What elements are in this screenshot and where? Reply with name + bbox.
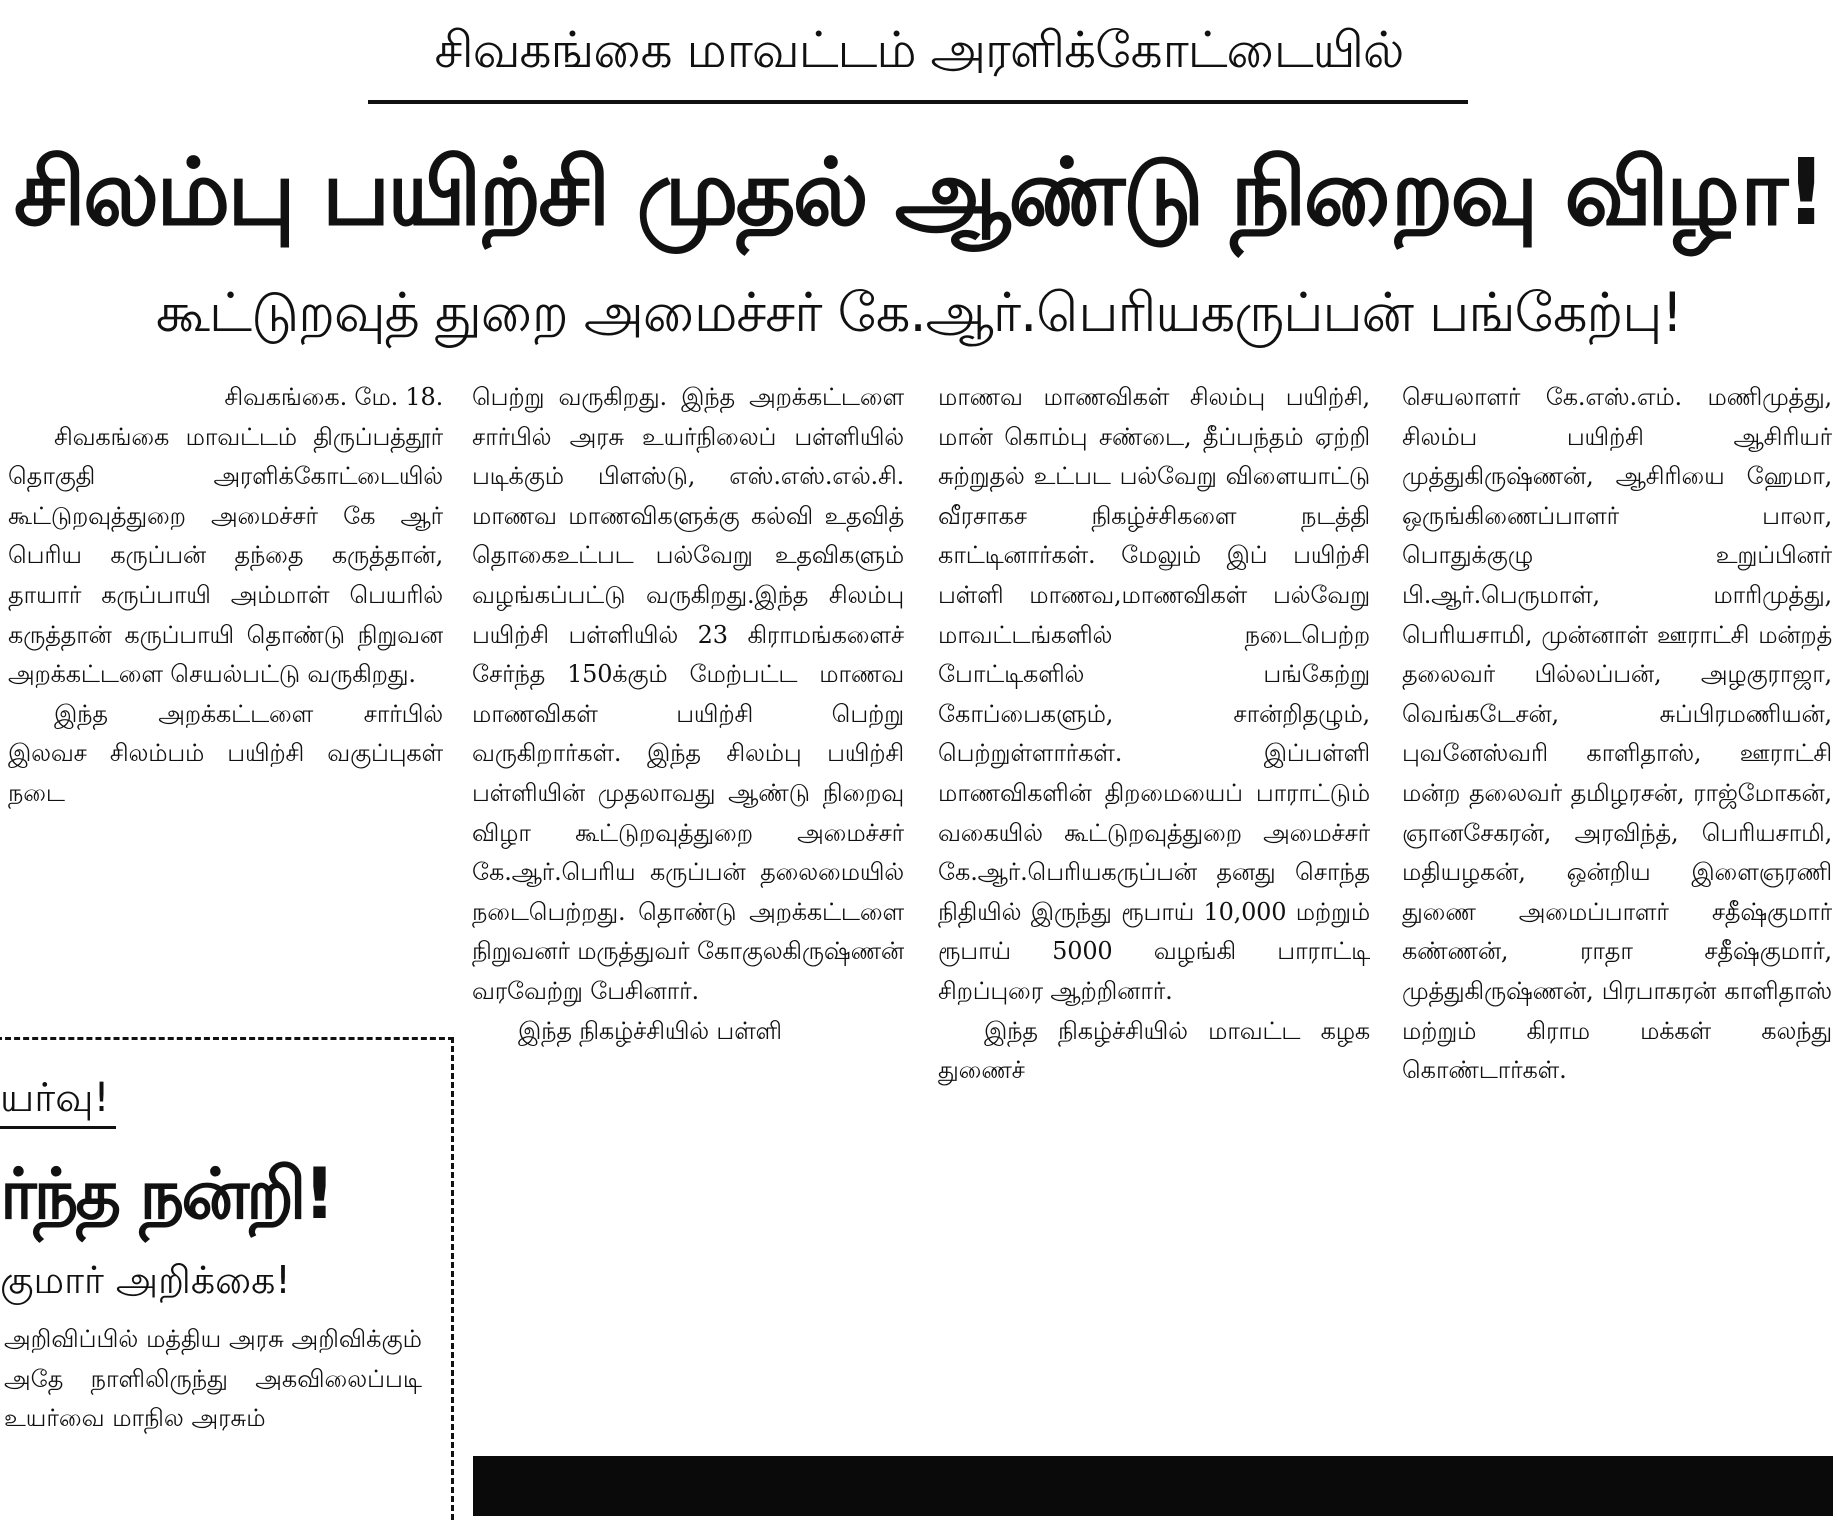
black-banner <box>473 1456 1833 1516</box>
paragraph: இந்த அறக்கட்டளை சார்பில் இலவச சிலம்பம் பயிற்சி வகுப்புகள் நடை <box>8 699 443 807</box>
sidebar-article-box <box>0 1037 454 1520</box>
paragraph: இந்த நிகழ்ச்சியில் மாவட்ட கழக துணைச் <box>938 1016 1370 1085</box>
article-headline: சிலம்பு பயிற்சி முதல் ஆண்டு நிறைவு விழா! <box>13 139 1825 246</box>
kicker-underline <box>368 100 1468 104</box>
article-subheadline: கூட்டுறவுத் துறை அமைச்சர் கே.ஆர்.பெரியகருப்பன் பங்கேற்பு! <box>155 281 1683 344</box>
sidebar-kicker: யர்வு! <box>0 1070 116 1129</box>
sidebar-body: அறிவிப்பில் மத்திய அரசு அறிவிக்கும் அதே நாளிலிருந்து அகவிலைப்படி உயர்வை மாநில அரசும் <box>4 1325 422 1433</box>
dateline: சிவகங்கை. மே. 18. <box>224 383 443 411</box>
article-column-4 <box>1402 378 1832 1408</box>
sidebar-subheadline: குமார் அறிக்கை! <box>0 1258 291 1302</box>
paragraph: இந்த நிகழ்ச்சியில் பள்ளி <box>518 1016 782 1045</box>
paragraph: மாணவ மாணவிகள் சிலம்பு பயிற்சி, மான் கொம்பு சண்டை, தீப்பந்தம் ஏற்றி சுற்றுதல் உட்பட பல்வேறு விளையாட்டு வீரசாகச நிகழ்ச்சிகளை நடத்தி காட்டினார்கள். மேலும் இப் பயிற்சி பள்ளி மாணவ,மாணவிகள் பல்வேறு மாவட்டங்களில் நடைபெற்ற போட்டிகளில் பங்கேற்று கோப்பைகளும், சான்றிதழும், பெற்றுள்ளார்கள். இப்பள்ளி மாணவிகளின் திறமையைப் பாராட்டும் வகையில் கூட்டுறவுத்துறை அமைச்சர் கே.ஆர்.பெரியகருப்பன் தனது சொந்த நிதியில் இருந்து ரூபாய் 10,000 மற்றும் ரூபாய் 5000 வழங்கி பாராட்டி சிறப்புரை ஆற்றினார். <box>938 383 1370 1005</box>
paragraph: பெற்று வருகிறது. இந்த அறக்கட்டளை சார்பில் அரசு உயர்நிலைப் பள்ளியில் படிக்கும் பிளஸ்டு, எஸ்.எஸ்.எல்.சி. மாணவ மாணவிகளுக்கு கல்வி உதவித் தொகைஉட்பட பல்வேறு உதவிகளும் வழங்கப்பட்டு வருகிறது.இந்த சிலம்பு பயிற்சி பள்ளியில் 23 கிராமங்களைச் சேர்ந்த 150க்கும் மேற்பட்ட மாணவ மாணவிகள் பயிற்சி பெற்று வருகிறார்கள். இந்த சிலம்பு பயிற்சி பள்ளியின் முதலாவது ஆண்டு நிறைவு விழா கூட்டுறவுத்துறை அமைச்சர் கே.ஆர்.பெரிய கருப்பன் தலைமையில் நடைபெற்றது. தொண்டு அறக்கட்டளை நிறுவனர் மருத்துவர் கோகுலகிருஷ்ணன் வரவேற்று பேசினார். <box>472 383 904 1005</box>
sidebar-headline: ர்ந்த நன்றி! <box>0 1153 333 1235</box>
article-kicker: சிவகங்கை மாவட்டம் அரளிக்கோட்டையில் <box>434 21 1404 79</box>
paragraph: செயலாளர் கே.எஸ்.எம். மணிமுத்து, சிலம்ப பயிற்சி ஆசிரியர் முத்துகிருஷ்ணன், ஆசிரியை ஹேமா, ஒருங்கிணைப்பாளர் பாலா, பொதுக்குழு உறுப்பினர் பி.ஆர்.பெருமாள், மாரிமுத்து, பெரியசாமி, முன்னாள் ஊராட்சி மன்றத் தலைவர் பில்லப்பன், அழகுராஜா, வெங்கடேசன், சுப்பிரமணியன், புவனேஸ்வரி காளிதாஸ், ஊராட்சி மன்ற தலைவர் தமிழரசன், ராஜ்மோகன், ஞானசேகரன், அரவிந்த், பெரியசாமி, மதியழகன், ஒன்றிய இளைஞரணி துணை அமைப்பாளர் சதீஷ்குமார் கண்ணன், ராதா சதீஷ்குமார், முத்துகிருஷ்ணன், பிரபாகரன் காளிதாஸ் மற்றும் கிராம மக்கள் கலந்து கொண்டார்கள். <box>1402 383 1832 1085</box>
article-column-1 <box>8 378 443 1018</box>
article-column-3 <box>938 378 1370 1408</box>
article-column-2 <box>472 378 904 1408</box>
paragraph: சிவகங்கை மாவட்டம் திருப்பத்தூர் தொகுதி அரளிக்கோட்டையில் கூட்டுறவுத்துறை அமைச்சர் கே ஆர் பெரிய கருப்பன் தந்தை கருத்தான், தாயார் கருப்பாயி அம்மாள் பெயரில் கருத்தான் கருப்பாயி தொண்டு நிறுவன அறக்கட்டளை செயல்பட்டு வருகிறது. <box>8 422 443 689</box>
